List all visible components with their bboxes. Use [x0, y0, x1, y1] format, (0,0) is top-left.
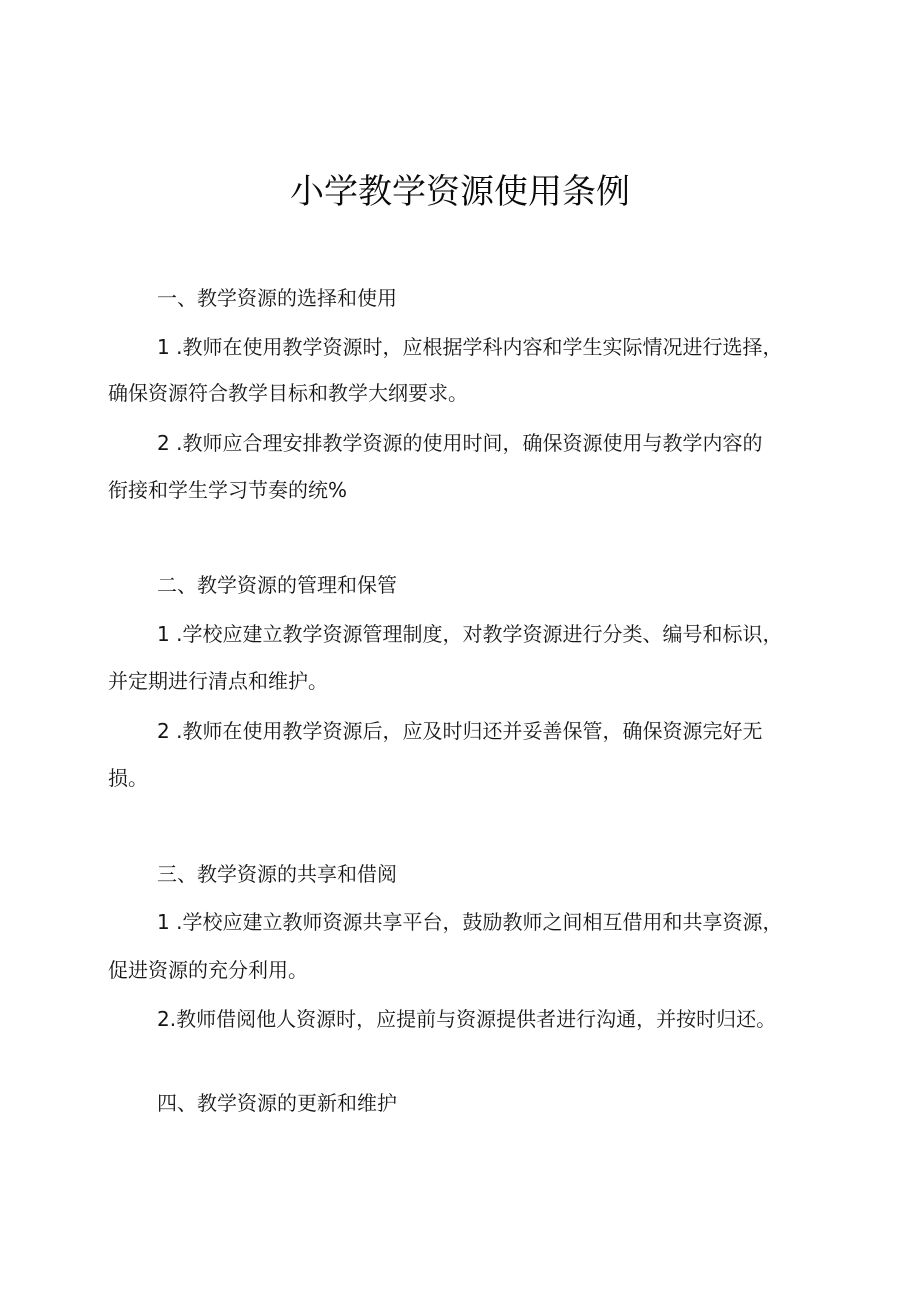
section-heading-1: 一、教学资源的选择和使用: [157, 286, 397, 310]
section-2-item-2-line-2: 损。: [108, 766, 148, 790]
section-heading-4: 四、教学资源的更新和维护: [157, 1091, 397, 1115]
section-1-item-2-line-2: 衔接和学生学习节奏的统%: [108, 478, 348, 502]
section-3-item-1-line-1: 1 .学校应建立教师资源共享平台，鼓励教师之间相互借用和共享资源，: [157, 910, 783, 934]
section-1-item-1-line-1: 1 .教师在使用教学资源时，应根据学科内容和学生实际情况进行选择，: [157, 335, 783, 359]
section-heading-2: 二、教学资源的管理和保管: [157, 573, 397, 597]
section-1-item-2-line-1: 2 .教师应合理安排教学资源的使用时间，确保资源使用与教学内容的: [157, 431, 763, 455]
section-2-item-2-line-1: 2 .教师在使用教学资源后，应及时归还并妥善保管，确保资源完好无: [157, 719, 763, 743]
section-2-item-1-line-2: 并定期进行清点和维护。: [108, 669, 328, 693]
section-3-item-1-line-2: 促进资源的充分利用。: [108, 958, 308, 982]
section-3-item-2-line-1: 2.教师借阅他人资源时，应提前与资源提供者进行沟通，并按时归还。: [157, 1007, 777, 1031]
section-heading-3: 三、教学资源的共享和借阅: [157, 862, 397, 886]
section-1-item-1-line-2: 确保资源符合教学目标和教学大纲要求。: [108, 381, 468, 405]
section-2-item-1-line-1: 1 .学校应建立教学资源管理制度，对教学资源进行分类、编号和标识，: [157, 622, 783, 646]
document-title: 小学教学资源使用条例: [290, 172, 630, 212]
